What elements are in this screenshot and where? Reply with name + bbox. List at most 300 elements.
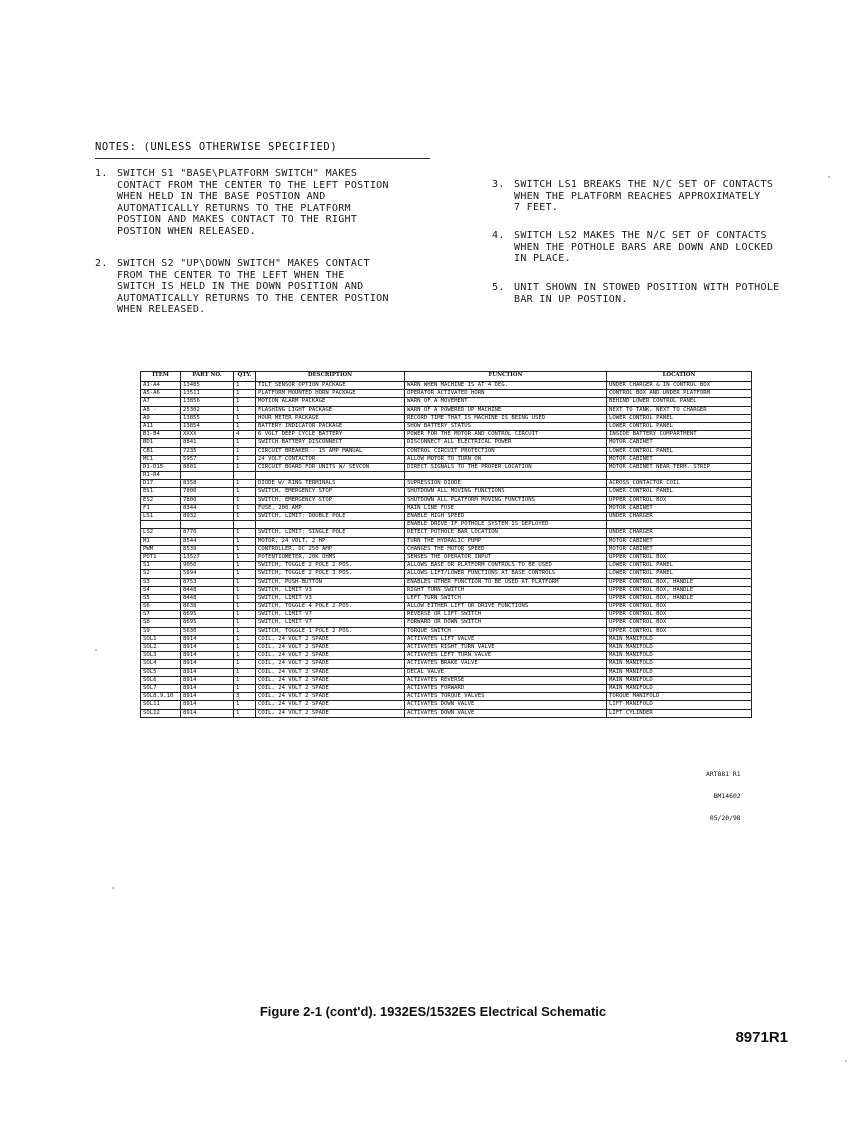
cell-item: A9 <box>141 414 181 422</box>
cell-qty: 1 <box>234 537 256 545</box>
cell-location: MOTOR CABINET <box>607 504 752 512</box>
cell-function: SHOW BATTERY STATUS <box>405 422 607 430</box>
cell-description: SWITCH, LIMIT V7 <box>256 619 405 627</box>
cell-location: MAIN MANIFOLD <box>607 668 752 676</box>
cell-function: CONTROL CIRCUIT PROTECTION <box>405 447 607 455</box>
cell-item: S8 <box>141 619 181 627</box>
cell-description: SWITCH, PUSH-BUTTON <box>256 578 405 586</box>
table-row <box>141 504 752 512</box>
table-row <box>141 701 752 709</box>
parts-table <box>140 371 752 718</box>
cell-qty: 1 <box>234 422 256 430</box>
notes-title: NOTES: (UNLESS OTHERWISE SPECIFIED) <box>95 141 338 153</box>
cell-function: DETECT POTHOLE BAR LOCATION <box>405 529 607 537</box>
cell-function: RECORD TIME THAT IS MACHINE IS BEING USED <box>405 414 607 422</box>
cell-item: MC1 <box>141 455 181 463</box>
cell-description: SWITCH, TOGGLE 1 POLE 2 POS. <box>256 627 405 635</box>
cell-function: ACTIVATES DOWN VALVE <box>405 709 607 717</box>
note-number: 2. <box>95 258 108 269</box>
table-row <box>141 480 752 488</box>
cell-qty: 1 <box>234 594 256 602</box>
table-row <box>141 513 752 521</box>
cell-function: WARN OF A MOVEMENT <box>405 398 607 406</box>
cell-location: LOWER CONTROL PANEL <box>607 562 752 570</box>
cell-function: RIGHT TURN SWITCH <box>405 586 607 594</box>
cell-description: SWITCH, LIMIT V3 <box>256 594 405 602</box>
cell-function: ENABLE DRIVE IF POTHOLE SYSTEM IS DEPLOYED <box>405 521 607 529</box>
cell-description: MOTOR, 24 VOLT, 2 HP <box>256 537 405 545</box>
cell-description: COIL, 24 VOLT 2 SPADE <box>256 644 405 652</box>
cell-location: UNDER CHARGER <box>607 513 752 521</box>
table-row <box>141 644 752 652</box>
cell-location: UPPER CONTROL BOX, HANDLE <box>607 586 752 594</box>
cell-item: B1-B4 <box>141 431 181 439</box>
cell-qty <box>234 472 256 480</box>
drawing-stamp <box>706 757 741 829</box>
cell-function: ALLOW MOTOR TO TURN ON <box>405 455 607 463</box>
cell-function: TURN THE HYDRALIC PUMP <box>405 537 607 545</box>
cell-item: SOL2 <box>141 644 181 652</box>
cell-function: SHUTDOWN ALL PLATFORM MOVING FUNCTIONS <box>405 496 607 504</box>
cell-qty: 1 <box>234 644 256 652</box>
cell-part-no: 8695 <box>181 611 234 619</box>
cell-part-no: 13856 <box>181 398 234 406</box>
cell-item: D1-D15 <box>141 463 181 471</box>
column-header-description: DESCRIPTION <box>256 372 405 382</box>
cell-description: FUSE, 200 AMP <box>256 504 405 512</box>
cell-function: DIRECT SIGNALS TO THE PROPER LOCATION <box>405 463 607 471</box>
table-row <box>141 431 752 439</box>
stamp-art-number: ART881 R1 <box>706 770 741 779</box>
cell-qty: 1 <box>234 627 256 635</box>
cell-qty: 1 <box>234 635 256 643</box>
cell-item: SOL8,9,10 <box>141 693 181 701</box>
cell-item: S3 <box>141 578 181 586</box>
cell-part-no: 9050 <box>181 562 234 570</box>
table-row <box>141 537 752 545</box>
cell-description: MOTION ALARM PACKAGE <box>256 398 405 406</box>
cell-qty: 1 <box>234 390 256 398</box>
cell-part-no: 8358 <box>181 480 234 488</box>
table-row <box>141 578 752 586</box>
cell-item: SOL12 <box>141 709 181 717</box>
cell-location: UPPER CONTROL BOX <box>607 627 752 635</box>
cell-part-no: 7800 <box>181 488 234 496</box>
cell-function: ENABLE HIGH SPEED <box>405 513 607 521</box>
cell-description: COIL, 24 VOLT 2 SPADE <box>256 701 405 709</box>
cell-location: UNDER CHARGER <box>607 529 752 537</box>
cell-part-no <box>181 521 234 529</box>
header-row <box>141 372 752 382</box>
cell-description: FLASHING LIGHT PACKAGE <box>256 406 405 414</box>
cell-function: POWER FOR THE MOTOR AND CONTROL CIRCUIT <box>405 431 607 439</box>
cell-item: SOL11 <box>141 701 181 709</box>
cell-function: ALLOWS BASE OR PLATFORM CONTROLS TO BE USED <box>405 562 607 570</box>
cell-function: MAIN LINE FUSE <box>405 504 607 512</box>
cell-qty: 1 <box>234 406 256 414</box>
cell-part-no: 8776 <box>181 529 234 537</box>
cell-description: COIL, 24 VOLT 2 SPADE <box>256 668 405 676</box>
cell-qty: 1 <box>234 562 256 570</box>
note-2 <box>95 258 389 316</box>
cell-location: LIFT MANIFOLD <box>607 701 752 709</box>
table-row <box>141 488 752 496</box>
cell-function: OPERATOR ACTIVATED HORN <box>405 390 607 398</box>
cell-qty: 1 <box>234 480 256 488</box>
cell-qty: 1 <box>234 382 256 390</box>
cell-description: CONTROLLER, DC 250 AMP <box>256 545 405 553</box>
cell-qty: 1 <box>234 578 256 586</box>
cell-item: SOL1 <box>141 635 181 643</box>
cell-part-no: 8914 <box>181 652 234 660</box>
cell-location: UPPER CONTROL BOX <box>607 611 752 619</box>
table-row <box>141 472 752 480</box>
cell-description: PLATFORM MOUNTED HORN PACKAGE <box>256 390 405 398</box>
cell-location: MOTOR CABINET NEAR TERM. STRIP <box>607 463 752 471</box>
cell-location: INSIDE BATTERY COMPARTMENT <box>607 431 752 439</box>
cell-location: MAIN MANIFOLD <box>607 684 752 692</box>
note-5 <box>492 282 780 317</box>
table-row <box>141 447 752 455</box>
cell-function: REVERSE OR LIFT SWITCH <box>405 611 607 619</box>
cell-description: SWITCH, LIMIT: DOUBLE POLE <box>256 513 405 521</box>
cell-location: MOTOR CABINET <box>607 537 752 545</box>
cell-part-no: 8914 <box>181 684 234 692</box>
cell-item: LS2 <box>141 529 181 537</box>
note-text: UNIT SHOWN IN STOWED POSITION WITH POTHOLE BAR IN UP POSTION. <box>514 282 780 305</box>
cell-part-no <box>181 472 234 480</box>
cell-qty: 1 <box>234 545 256 553</box>
table-row <box>141 570 752 578</box>
scan-speck <box>845 1060 847 1062</box>
note-1 <box>95 168 389 237</box>
cell-qty: 1 <box>234 570 256 578</box>
column-header-qty: QTY. <box>234 372 256 382</box>
cell-item: A1-A4 <box>141 382 181 390</box>
cell-part-no: 8448 <box>181 594 234 602</box>
cell-location: TORQUE MANIFOLD <box>607 693 752 701</box>
cell-description: SWITCH, LIMIT V7 <box>256 611 405 619</box>
cell-qty: 1 <box>234 398 256 406</box>
cell-item: F1 <box>141 504 181 512</box>
cell-part-no: 8841 <box>181 439 234 447</box>
cell-part-no: 8914 <box>181 668 234 676</box>
cell-description: COIL, 24 VOLT 2 SPADE <box>256 676 405 684</box>
cell-part-no: 8914 <box>181 693 234 701</box>
cell-part-no: 8601 <box>181 463 234 471</box>
cell-qty: 1 <box>234 504 256 512</box>
parts-table-header <box>141 372 752 382</box>
table-row <box>141 390 752 398</box>
note-text: SWITCH LS1 BREAKS THE N/C SET OF CONTACTS WHEN THE PLATFORM REACHES APPROXIMATELY 7 FEET. <box>514 179 774 214</box>
cell-description: 6 VOLT DEEP CYCLE BATTERY <box>256 431 405 439</box>
table-row <box>141 668 752 676</box>
cell-location: MAIN MANIFOLD <box>607 676 752 684</box>
cell-description: COIL, 24 VOLT 2 SPADE <box>256 684 405 692</box>
cell-item: POT1 <box>141 553 181 561</box>
cell-location: MAIN MANIFOLD <box>607 652 752 660</box>
cell-description: POTENTIOMETER, 20K OHMS <box>256 553 405 561</box>
cell-description: COIL, 24 VOLT 2 SPADE <box>256 635 405 643</box>
cell-location: ACROSS CONTACTOR COIL <box>607 480 752 488</box>
cell-function: ACTIVATES BRAKE VALVE <box>405 660 607 668</box>
cell-part-no: 8448 <box>181 586 234 594</box>
cell-part-no: 8539 <box>181 545 234 553</box>
cell-qty: 1 <box>234 586 256 594</box>
cell-item: SOL4 <box>141 660 181 668</box>
cell-part-no: 7235 <box>181 447 234 455</box>
table-row <box>141 652 752 660</box>
cell-item: SOL6 <box>141 676 181 684</box>
table-row <box>141 627 752 635</box>
cell-qty: 1 <box>234 709 256 717</box>
note-text: SWITCH LS2 MAKES THE N/C SET OF CONTACTS WHEN THE POTHOLE BARS ARE DOWN AND LOCKED IN PLACE. <box>514 230 774 265</box>
cell-location: UPPER CONTROL BOX <box>607 619 752 627</box>
cell-item: S5 <box>141 594 181 602</box>
cell-item: A5-A6 <box>141 390 181 398</box>
table-row <box>141 455 752 463</box>
cell-location <box>607 521 752 529</box>
cell-qty: 1 <box>234 619 256 627</box>
cell-qty: 1 <box>234 447 256 455</box>
cell-description: BATTERY INDICATOR PACKAGE <box>256 422 405 430</box>
cell-description: SWITCH, EMERGENCY STOP <box>256 488 405 496</box>
cell-part-no: 8914 <box>181 644 234 652</box>
table-row <box>141 496 752 504</box>
table-row <box>141 521 752 529</box>
cell-function: FORWARD OR DOWN SWITCH <box>405 619 607 627</box>
cell-part-no: XXXX <box>181 431 234 439</box>
cell-qty: 1 <box>234 513 256 521</box>
cell-function: DISCONNECT ALL ELECTRICAL POWER <box>405 439 607 447</box>
cell-location: LOWER CONTROL PANEL <box>607 447 752 455</box>
cell-function: SENSES THE OPERATOR INPUT <box>405 553 607 561</box>
note-number: 5. <box>492 282 505 293</box>
note-number: 4. <box>492 230 505 241</box>
cell-qty: 1 <box>234 496 256 504</box>
cell-qty: 1 <box>234 553 256 561</box>
cell-part-no: 13855 <box>181 414 234 422</box>
cell-location: MOTOR CABINET <box>607 439 752 447</box>
note-text: SWITCH S1 "BASE\PLATFORM SWITCH" MAKES CONTACT FROM THE CENTER TO THE LEFT POSTION WHEN HELD IN THE BASE POSTION AND AUTOMATICALLY RETURNS TO THE PLATFORM POSTION AND MAKES CONTACT TO THE RIGHT POSTION WHEN RELEASED. <box>117 168 389 237</box>
cell-part-no: 8914 <box>181 676 234 684</box>
cell-location: MAIN MANIFOLD <box>607 644 752 652</box>
cell-location: CONTROL BOX AND UNDER PLATFORM <box>607 390 752 398</box>
notes-underline <box>95 158 430 159</box>
note-3 <box>492 179 774 214</box>
cell-function: ACTIVATES DOWN VALVE <box>405 701 607 709</box>
cell-description: SWITCH, LIMIT V3 <box>256 586 405 594</box>
cell-description: CIRCUIT BREAKER - 15 AMP MANUAL <box>256 447 405 455</box>
cell-function: ACTIVATES LEFT TURN VALVE <box>405 652 607 660</box>
cell-location: BEHIND LOWER CONTROL PANEL <box>607 398 752 406</box>
cell-location: LOWER CONTROL PANEL <box>607 488 752 496</box>
cell-item: BD1 <box>141 439 181 447</box>
table-row <box>141 586 752 594</box>
cell-location: UPPER CONTROL BOX, HANDLE <box>607 594 752 602</box>
cell-item <box>141 521 181 529</box>
cell-location: MAIN MANIFOLD <box>607 660 752 668</box>
cell-description: HOUR METER PACKAGE <box>256 414 405 422</box>
cell-location: LOWER CONTROL PANEL <box>607 414 752 422</box>
table-row <box>141 398 752 406</box>
table-row <box>141 562 752 570</box>
cell-item: A7 <box>141 398 181 406</box>
cell-part-no: 8914 <box>181 660 234 668</box>
cell-description: SWITCH, TOGGLE 4 POLE 2 POS. <box>256 603 405 611</box>
cell-part-no: 8914 <box>181 701 234 709</box>
table-row <box>141 676 752 684</box>
table-row <box>141 406 752 414</box>
cell-qty: 4 <box>234 431 256 439</box>
cell-description: SWITCH BATTERY DISCONNECT <box>256 439 405 447</box>
cell-function: ALLOWS LIFT/LOWER FUNCTIONS AT BASE CONTROLS <box>405 570 607 578</box>
cell-part-no: 8932 <box>181 513 234 521</box>
table-row <box>141 660 752 668</box>
scan-speck <box>112 887 114 889</box>
cell-function: ACTIVATES REVERSE <box>405 676 607 684</box>
cell-part-no: 13511 <box>181 390 234 398</box>
column-header-function: FUNCTION <box>405 372 607 382</box>
document-number: 8971R1 <box>735 1029 788 1046</box>
cell-location: LOWER CONTROL PANEL <box>607 422 752 430</box>
cell-location: UPPER CONTROL BOX, HANDLE <box>607 578 752 586</box>
cell-item: S6 <box>141 603 181 611</box>
cell-qty: 1 <box>234 529 256 537</box>
cell-item: S4 <box>141 586 181 594</box>
cell-location: MOTOR CABINET <box>607 545 752 553</box>
cell-description: TILT SENSOR OPTION PACKAGE <box>256 382 405 390</box>
cell-description: DIODE W/ RING TERMINALS <box>256 480 405 488</box>
cell-qty: 1 <box>234 684 256 692</box>
cell-location: UPPER CONTROL BOX <box>607 553 752 561</box>
note-number: 3. <box>492 179 505 190</box>
cell-function: ACTIVATES LIFT VALVE <box>405 635 607 643</box>
cell-item: SOL5 <box>141 668 181 676</box>
cell-item: SOL7 <box>141 684 181 692</box>
cell-item: A8 - <box>141 406 181 414</box>
cell-location: LOWER CONTROL PANEL <box>607 570 752 578</box>
cell-item: S1 <box>141 562 181 570</box>
cell-qty: 1 <box>234 488 256 496</box>
cell-part-no: 7800 <box>181 496 234 504</box>
cell-qty: 1 <box>234 652 256 660</box>
cell-location: UNDER CHARGER & IN CONTROL BOX <box>607 382 752 390</box>
table-row <box>141 603 752 611</box>
cell-qty: 1 <box>234 455 256 463</box>
cell-qty: 3 <box>234 693 256 701</box>
cell-function: WARN WHEN MACHINE IS AT 4 DEG. <box>405 382 607 390</box>
stamp-date: 05/20/98 <box>709 813 741 822</box>
cell-function: WARN OF A POWERED UP MACHINE <box>405 406 607 414</box>
cell-description: CIRCUIT BOARD FOR UNITS W/ SEVCON <box>256 463 405 471</box>
note-text: SWITCH S2 "UP\DOWN SWITCH" MAKES CONTACT FROM THE CENTER TO THE LEFT WHEN THE SWITCH IS HELD IN THE DOWN POSITION AND AUTOMATICALLY RETURNS TO THE CENTER POSTION WHEN RELEASED. <box>117 258 389 316</box>
cell-description: COIL, 24 VOLT 2 SPADE <box>256 693 405 701</box>
cell-part-no: 8695 <box>181 619 234 627</box>
cell-qty: 1 <box>234 676 256 684</box>
cell-part-no: 8914 <box>181 635 234 643</box>
cell-item: ES1 <box>141 488 181 496</box>
cell-description: SWITCH, LIMIT: SINGLE POLE <box>256 529 405 537</box>
scan-speck <box>828 176 830 178</box>
note-4 <box>492 230 774 265</box>
table-row <box>141 463 752 471</box>
cell-part-no: 8638 <box>181 603 234 611</box>
cell-part-no: 5630 <box>181 627 234 635</box>
column-header-location: LOCATION <box>607 372 752 382</box>
scan-speck <box>95 649 97 651</box>
figure-caption: Figure 2-1 (cont'd). 1932ES/1532ES Electrical Schematic <box>259 1004 607 1019</box>
cell-item: S7 <box>141 611 181 619</box>
cell-location: UPPER CONTROL BOX <box>607 603 752 611</box>
table-row <box>141 619 752 627</box>
cell-function: ENABLES OTHER FUNCTION TO BE USED AT PLATFORM <box>405 578 607 586</box>
cell-item: S2 <box>141 570 181 578</box>
cell-function: SUPRESSION DIODE <box>405 480 607 488</box>
table-row <box>141 545 752 553</box>
cell-item: SOL3 <box>141 652 181 660</box>
cell-description: SWITCH, EMERGENCY STOP <box>256 496 405 504</box>
cell-location: UPPER CONTROL BOX <box>607 496 752 504</box>
cell-function: LEFT TURN SWITCH <box>405 594 607 602</box>
table-row <box>141 709 752 717</box>
cell-function <box>405 472 607 480</box>
cell-part-no: 8344 <box>181 504 234 512</box>
cell-part-no: 25302 <box>181 406 234 414</box>
cell-description: SWITCH, TOGGLE 2 POLE 3 POS. <box>256 570 405 578</box>
cell-description <box>256 521 405 529</box>
note-number: 1. <box>95 168 108 179</box>
table-row <box>141 529 752 537</box>
table-row <box>141 594 752 602</box>
cell-part-no: 13485 <box>181 382 234 390</box>
cell-location <box>607 472 752 480</box>
table-row <box>141 422 752 430</box>
column-header-part-no: PART NO. <box>181 372 234 382</box>
cell-qty <box>234 521 256 529</box>
cell-part-no: 8544 <box>181 537 234 545</box>
table-row <box>141 684 752 692</box>
cell-function: ACTIVATES FORWARD <box>405 684 607 692</box>
table-row <box>141 439 752 447</box>
table-row <box>141 635 752 643</box>
cell-location: MOTOR CABINET <box>607 455 752 463</box>
cell-description: COIL, 24 VOLT 2 SPADE <box>256 652 405 660</box>
cell-item: ES2 <box>141 496 181 504</box>
cell-qty: 1 <box>234 701 256 709</box>
cell-item: D17 <box>141 480 181 488</box>
cell-function: TORQUE SWITCH <box>405 627 607 635</box>
cell-description: COIL, 24 VOLT 2 SPADE <box>256 660 405 668</box>
cell-part-no: 8914 <box>181 709 234 717</box>
stamp-code: BM14602 <box>713 792 741 801</box>
table-row <box>141 611 752 619</box>
cell-location: LIFT CYLINDER <box>607 709 752 717</box>
cell-part-no: 13527 <box>181 553 234 561</box>
table-row <box>141 382 752 390</box>
parts-table-body <box>141 382 752 718</box>
cell-part-no: 8753 <box>181 578 234 586</box>
cell-item: S9 <box>141 627 181 635</box>
cell-function: SHUTDOWN ALL MOVING FUNCTIONS <box>405 488 607 496</box>
cell-item: CB1 <box>141 447 181 455</box>
cell-function: ACTIVATES RIGHT TURN VALVE <box>405 644 607 652</box>
cell-qty: 1 <box>234 668 256 676</box>
cell-function: DECAL VALVE <box>405 668 607 676</box>
cell-qty: 1 <box>234 463 256 471</box>
cell-item: M1 <box>141 537 181 545</box>
cell-location: MAIN MANIFOLD <box>607 635 752 643</box>
